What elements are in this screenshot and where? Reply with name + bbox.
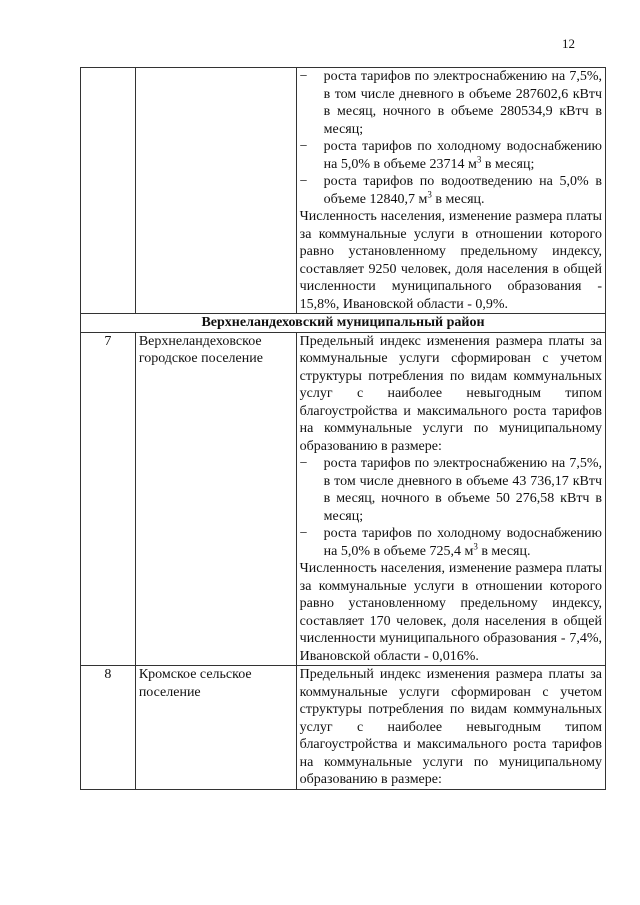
bullet-tail: в месяц; — [481, 156, 535, 172]
bullet-tail: в месяц. — [431, 191, 485, 207]
bullet-text: роста тарифов по электроснабжению на 7,5%, в том числе дневного в объеме 287602,6 кВтч в месяц, ночного в объеме 280534,9 кВтч в месяц; — [323, 69, 602, 137]
index-description-cell — [296, 332, 605, 666]
bullet-text: роста тарифов по холодному водоснабжению на 5,0% в объеме 725,4 м — [323, 526, 602, 559]
table-row — [81, 666, 606, 790]
list-item — [300, 525, 602, 560]
bullet-dash: − — [299, 174, 308, 189]
population-paragraph: Численность населения, изменение размера платы за коммунальные услуги в отношении которого равно установленному предельному индексу, составляет 9250 человек, доля населения в общей численности муниципального образования - 15,8%, Ивановской области - 0,9%. — [299, 209, 602, 312]
district-title: Верхнеландеховский муниципальный район — [81, 314, 606, 333]
row-number: 7 — [81, 332, 136, 666]
superscript: 3 — [473, 540, 478, 551]
list-item — [300, 173, 602, 208]
bullet-text: роста тарифов по холодному водоснабжению на 5,0% в объеме 23714 м — [323, 139, 602, 172]
settlement-name: Кромское сельское поселение — [135, 666, 296, 790]
table-row-continuation — [81, 68, 606, 314]
tariff-table — [80, 67, 606, 790]
superscript: 3 — [427, 188, 432, 199]
bullet-dash: − — [299, 139, 308, 154]
intro-paragraph: Предельный индекс изменения размера платы за коммунальные услуги сформирован с учетом структуры потребления по видам коммунальных услуг с наиболее невыгодным типом благоустройства и максимального роста тарифов на коммунальные услуги по муниципальному образованию в размере: — [299, 667, 602, 787]
bullet-tail: в месяц. — [477, 543, 531, 559]
settlement-name: Верхнеландеховское городское поселение — [135, 332, 296, 666]
bullet-text: роста тарифов по электроснабжению на 7,5%, в том числе дневного в объеме 43 736,17 кВтч в месяц, ночного в объеме 50 276,58 кВтч в месяц; — [323, 456, 602, 524]
bullet-dash: − — [299, 456, 308, 471]
settlement-name-cell — [135, 68, 296, 314]
bullet-dash: − — [299, 69, 308, 84]
list-item — [300, 68, 602, 138]
page-number: 12 — [562, 36, 575, 51]
district-header-row — [81, 314, 606, 333]
table-row — [81, 332, 606, 666]
row-number: 8 — [81, 666, 136, 790]
index-description-cell — [296, 68, 605, 314]
row-number-cell — [81, 68, 136, 314]
index-description-cell — [296, 666, 605, 790]
list-item — [300, 138, 602, 173]
intro-paragraph: Предельный индекс изменения размера платы за коммунальные услуги сформирован с учетом структуры потребления по видам коммунальных услуг с наиболее невыгодным типом благоустройства и максимального роста тарифов на коммунальные услуги по муниципальному образованию в размере: — [299, 333, 602, 454]
superscript: 3 — [476, 153, 482, 164]
bullet-dash: − — [299, 526, 308, 541]
population-paragraph: Численность населения, изменение размера платы за коммунальные услуги в отношении которого равно установленному предельному индексу, составляет 170 человек, доля населения в общей численности муниципального образования - 7,4%, Ивановской области - 0,016%. — [299, 561, 602, 664]
bullet-text: роста тарифов по водоотведению на 5,0% в объеме 12840,7 м — [323, 174, 602, 207]
list-item — [300, 455, 602, 525]
